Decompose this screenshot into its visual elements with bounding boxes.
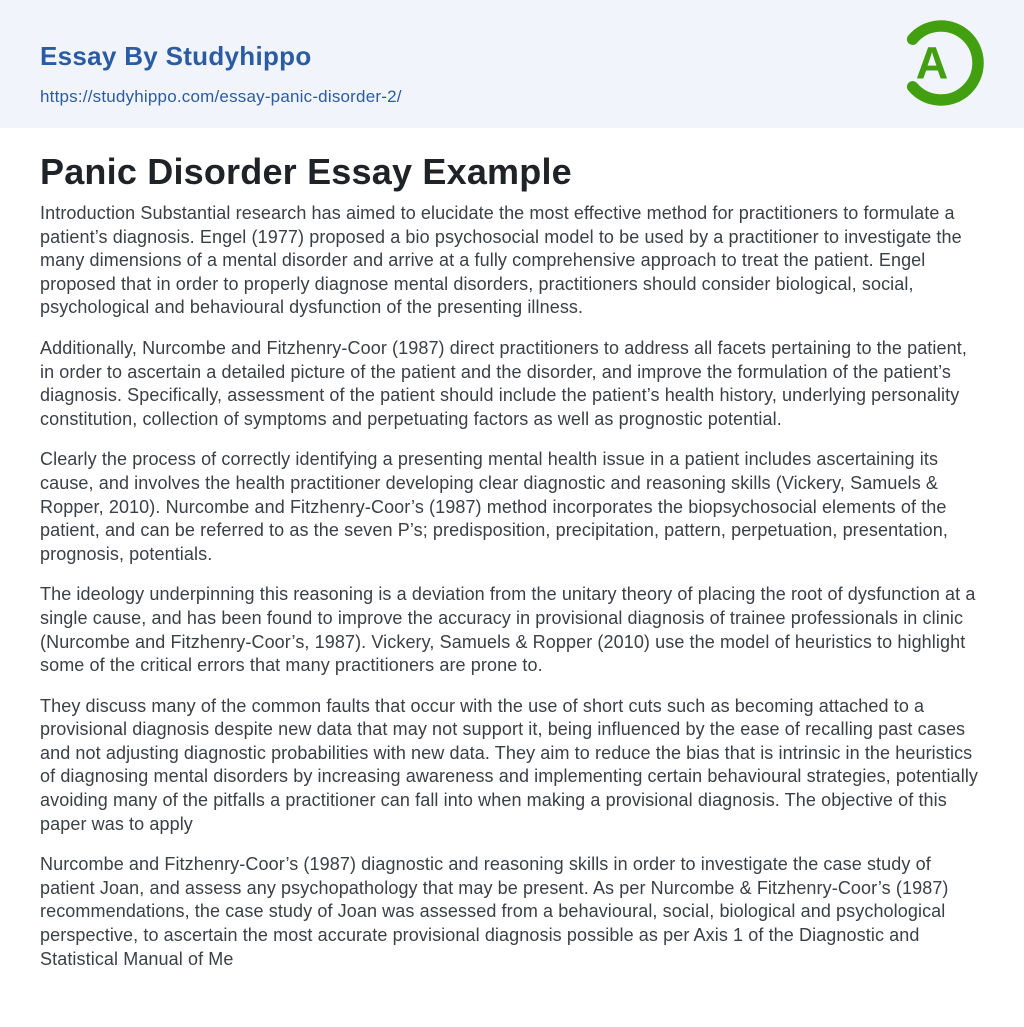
page-header [0,0,1024,128]
essay-article [0,128,1024,971]
essay-paragraph-6: Nurcombe and Fitzhenry-Coor’s (1987) diagnostic and reasoning skills in order to investigate the case study of patient Joan, and assess any psychopathology that may be present. As per Nurcombe & Fitzhenry-Coor’s (1987) recommendations, the case study of Joan was assessed from a behavioural, social, biological and psychological perspective, to ascertain the most accurate provisional diagnosis possible as per Axis 1 of the Diagnostic and Statistical Manual of Me [40,854,949,969]
site-title: Essay By Studyhippo [40,41,312,71]
essay-paragraph-3: Clearly the process of correctly identifying a presenting mental health issue in a patient includes ascertaining its cause, and involves the health practitioner developing clear diagnostic and reasoning skills (Vickery, Samuels & Ropper, 2010). Nurcombe and Fitzhenry-Coor’s (1987) method incorporates the biopsychosocial elements of the patient, and can be referred to as the seven P’s; predisposition, precipitation, pattern, perpetuation, presentation, prognosis, potentials. [40,449,948,564]
essay-paragraph-2: Additionally, Nurcombe and Fitzhenry-Coor (1987) direct practitioners to address all facets pertaining to the patient, in order to ascertain a detailed picture of the patient and the disorder, and improve the formulation of the patient’s diagnosis. Specifically, assessment of the patient should include the patient’s health history, underlying personality constitution, collection of symptoms and perpetuating factors as well as prognostic potential. [40,337,967,429]
studyhippo-arc-logo-icon [895,17,987,109]
studyhippo-logo [895,17,987,109]
logo-letter: A [915,37,949,89]
essay-paragraph-4: The ideology underpinning this reasoning is a deviation from the unitary theory of placing the root of dysfunction at a single cause, and has been found to improve the accuracy in provisional diagnosis of trainee professionals in clinic (Nurcombe and Fitzhenry-Coor’s, 1987). Vickery, Samuels & Ropper (2010) use the model of heuristics to highlight some of the critical errors that many practitioners are prone to. [40,584,976,676]
page-title: Panic Disorder Essay Example [40,151,572,192]
essay-url-link[interactable]: https://studyhippo.com/essay-panic-disorder-2/ [40,87,402,106]
essay-paragraph-1: Introduction Substantial research has aimed to elucidate the most effective method for practitioners to formulate a patient’s diagnosis. Engel (1977) proposed a bio psychosocial model to be used by a practitioner to investigate the many dimensions of a mental disorder and arrive at a fully comprehensive approach to treat the patient. Engel proposed that in order to properly diagnose mental disorders, practitioners should consider biological, social, psychological and behavioural dysfunction of the presenting illness. [40,203,962,318]
essay-paragraph-5: They discuss many of the common faults that occur with the use of short cuts such as becoming attached to a provisional diagnosis despite new data that may not support it, being influenced by the ease of recalling past cases and not adjusting diagnostic probabilities with new data. They aim to reduce the bias that is intrinsic in the heuristics of diagnosing mental disorders by increasing awareness and implementing certain behavioural strategies, potentially avoiding many of the pitfalls a practitioner can fall into when making a provisional diagnosis. The objective of this paper was to apply [40,695,979,834]
